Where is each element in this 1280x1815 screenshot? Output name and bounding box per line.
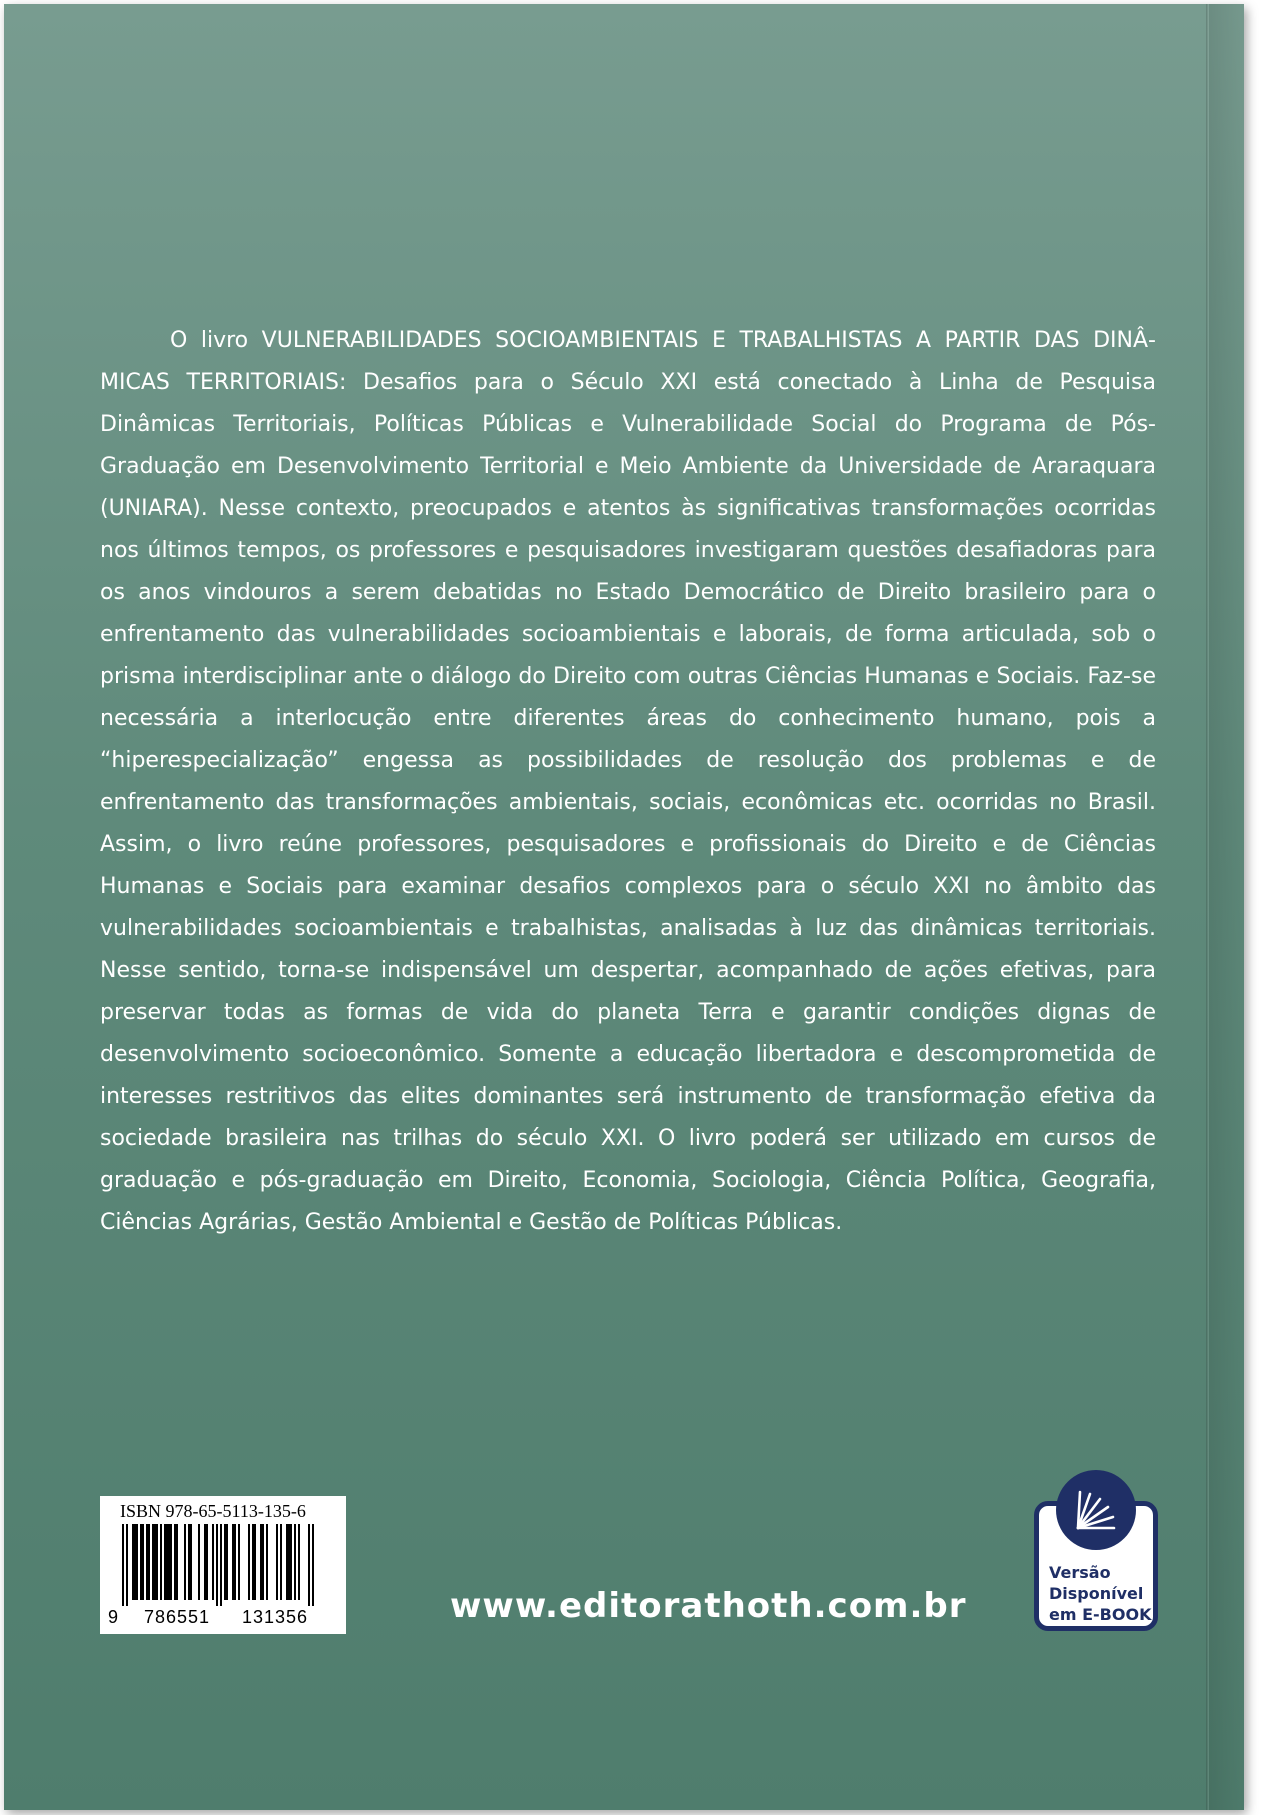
book-synopsis: O livro VULNERABILIDADES SOCIOAMBIENTAIS E TRABALHISTAS A PARTIR DAS DINÂMICAS TERRITORIAIS: Desafios para o Século XXI está conectado à Linha de Pesquisa Dinâmicas Territoriais, Políticas Públicas e Vulnerabilidade Social do Programa de Pós-Graduação em Desenvolvimento Territorial e Meio Ambiente da Universidade de Araraquara (UNIARA). Nesse contexto, preocupados e atentos às significativas transformações ocorridas nos últimos tempos, os professores e pesquisadores investigaram questões desafiadoras para os anos vindouros a serem debatidas no Estado Democrático de Direito brasileiro para o enfrentamento das vulnerabilidades socioambientais e laborais, de forma articulada, sob o prisma interdisciplinar ante o diálogo do Direito com outras Ciências Humanas e Sociais. Faz-se necessária a interlocução entre diferentes áreas do conhecimento humano, pois a “hiperespecialização” engessa as possibilidades de resolução dos problemas e de enfrentamento das transformações ambientais, sociais, econômicas etc. ocorridas no Brasil. Assim, o livro reúne professores, pesquisadores e profissionais do Direito e de Ciências Humanas e Sociais para examinar desafios complexos para o século XXI no âmbito das vulnerabilidades socioambientais e trabalhistas, analisadas à luz das dinâmicas territoriais. Nesse sentido, torna-se indispensável um despertar, acompanhado de ações efetivas, para preservar todas as formas de vida do planeta Terra e garantir condições dignas de desenvolvimento socioeconômico. Somente a educação libertadora e descomprometida de interesses restritivos das elites dominantes será instrumento de transformação efetiva da sociedade brasileira nas trilhas do século XXI. O livro poderá ser utilizado em cursos de graduação e pós-graduação em Direito, Economia, Sociologia, Ciência Política, Geografia, Ciências Agrárias, Gestão Ambiental e Gestão de Políticas Públicas.	[100, 328, 1156, 1235]
ebook-line-2: Disponível	[1049, 1584, 1144, 1603]
publisher-website: www.editorathoth.com.br	[450, 1586, 967, 1626]
isbn-barcode-panel	[100, 1496, 346, 1634]
ebook-line-3	[1049, 1604, 1151, 1625]
ebook-line-3-prefix: em	[1049, 1605, 1083, 1624]
ebook-line-1: Versão	[1049, 1563, 1111, 1582]
ebook-line-3-emphasis: E-BOOK	[1082, 1605, 1152, 1624]
ebook-badge-text	[1049, 1562, 1151, 1625]
barcode-first-digit: 9	[108, 1607, 120, 1627]
barcode-icon	[122, 1524, 324, 1606]
open-book-icon	[1056, 1470, 1136, 1550]
book-back-cover	[4, 4, 1244, 1810]
barcode-digits-right: 131356	[242, 1607, 309, 1627]
barcode-digits-left: 786551	[144, 1607, 211, 1627]
isbn-label: ISBN 978-65-5113-135-6	[120, 1501, 306, 1521]
spine-shadow	[1209, 4, 1244, 1810]
